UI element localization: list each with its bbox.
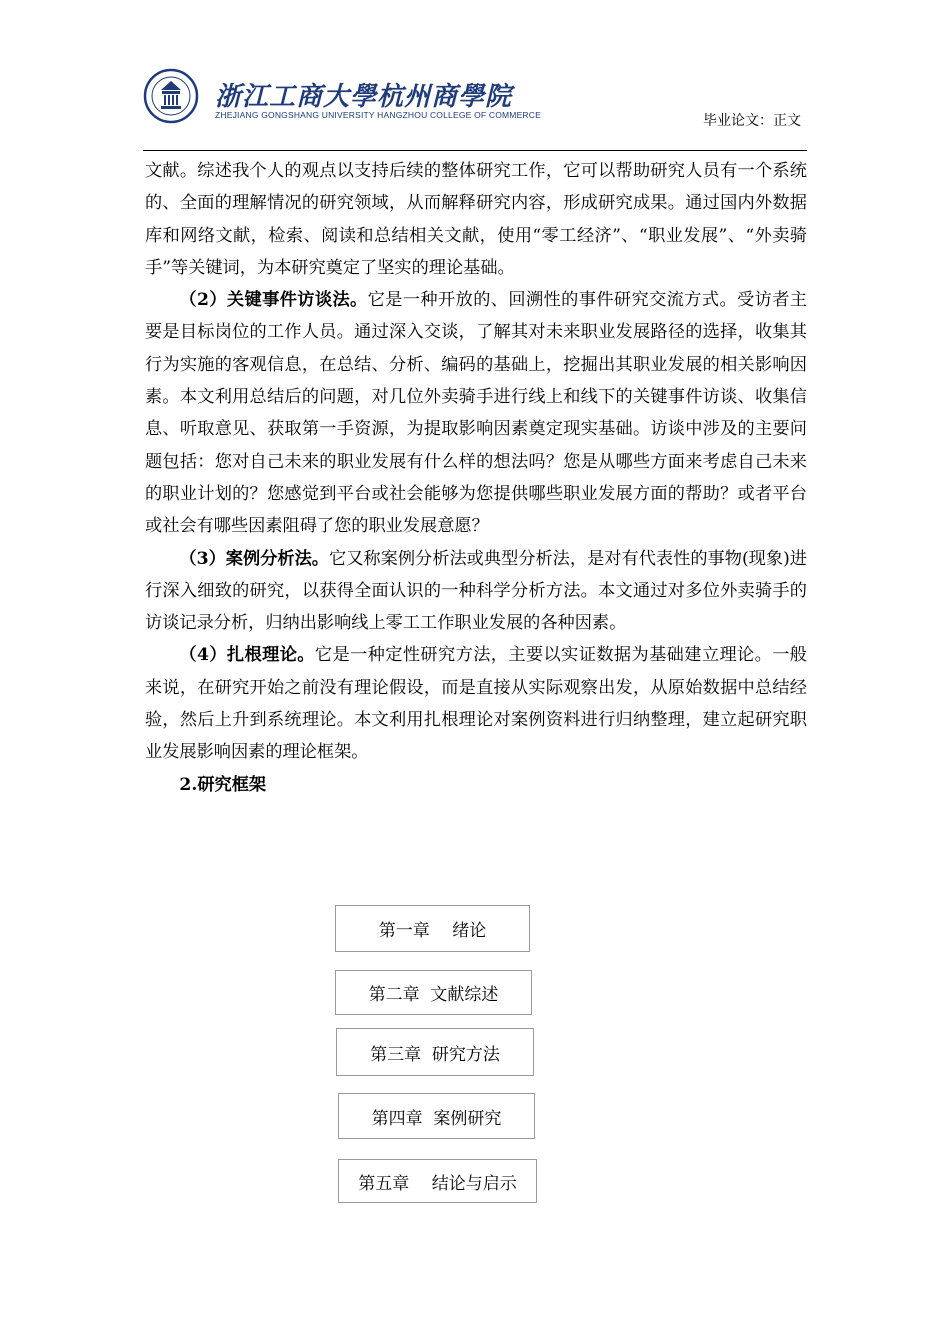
university-seal-logo bbox=[143, 68, 199, 124]
paragraph-case-analysis bbox=[145, 543, 807, 640]
page-header bbox=[143, 66, 807, 151]
method-body-grounded: 它是一种定性研究方法，主要以实证数据为基础建立理论。一般来说，在研究开始之前没有理论假设，而是直接从实际观察出发，从原始数据中总结经验，然后上升到系统理论。本文利用扎根理论对案例资料进行归纳整理，建立起研究职业发展影响因素的理论框架。 bbox=[145, 645, 807, 763]
paragraph-literature: 文献。综述我个人的观点以支持后续的整体研究工作，它可以帮助研究人员有一个系统的、全面的理解情况的研究领域，从而解释研究内容，形成研究成果。通过国内外数据库和网络文献，检索、阅读和总结相关文献，使用“零工经济”、“职业发展”、“外卖骑手”等关键词，为本研究奠定了坚实的理论基础。 bbox=[145, 161, 807, 278]
section-heading: 2.研究框架 bbox=[179, 774, 267, 795]
framework-box-ch1: 第一章 绪论 bbox=[335, 905, 530, 952]
framework-box-ch2: 第二章 文献综述 bbox=[335, 970, 532, 1015]
body-text bbox=[145, 155, 807, 801]
paragraph-grounded-theory bbox=[145, 639, 807, 768]
doc-section-label: 毕业论文：正文 bbox=[703, 113, 801, 129]
method-body-case: 它又称案例分析法或典型分析法，是对有代表性的事物(现象)进行深入细致的研究，以获得全面认识的一种科学分析方法。本文通过对多位外卖骑手的访谈记录分析，归纳出影响线上零工工作职业发展的各种因素。 bbox=[145, 548, 807, 634]
method-body-interview: 它是一种开放的、回溯性的事件研究交流方式。受访者主要是目标岗位的工作人员。通过深入交谈，了解其对未来职业发展路径的选择，收集其行为实施的客观信息，在总结、分析、编码的基础上，挖掘出其职业发展的相关影响因素。本文利用总结后的问题，对几位外卖骑手进行线上和线下的关键事件访谈、收集信息、听取意见、获取第一手资源，为提取影响因素奠定现实基础。访谈中涉及的主要问题包括：您对自己未来的职业发展有什么样的想法吗？您是从哪些方面来考虑自己未来的职业计划的？您感觉到平台或社会能够为您提供哪些职业发展方面的帮助？或者平台或社会有哪些因素阻碍了您的职业发展意愿？ bbox=[145, 290, 807, 537]
framework-box-ch4: 第四章 案例研究 bbox=[338, 1093, 535, 1139]
framework-box-ch5: 第五章 结论与启示 bbox=[338, 1159, 537, 1203]
method-title-interview: （2）关键事件访谈法。 bbox=[179, 290, 368, 311]
school-name-cn: 浙江工商大學杭州商學院 bbox=[215, 82, 513, 112]
school-name-en: ZHEJIANG GONGSHANG UNIVERSITY HANGZHOU COLLEGE OF COMMERCE bbox=[215, 110, 541, 120]
method-title-case: （3）案例分析法。 bbox=[179, 548, 330, 569]
header-rule bbox=[143, 150, 807, 151]
framework-box-ch3: 第三章 研究方法 bbox=[336, 1028, 534, 1076]
paragraph-interview bbox=[145, 284, 807, 542]
method-title-grounded: （4）扎根理论。 bbox=[179, 645, 315, 666]
